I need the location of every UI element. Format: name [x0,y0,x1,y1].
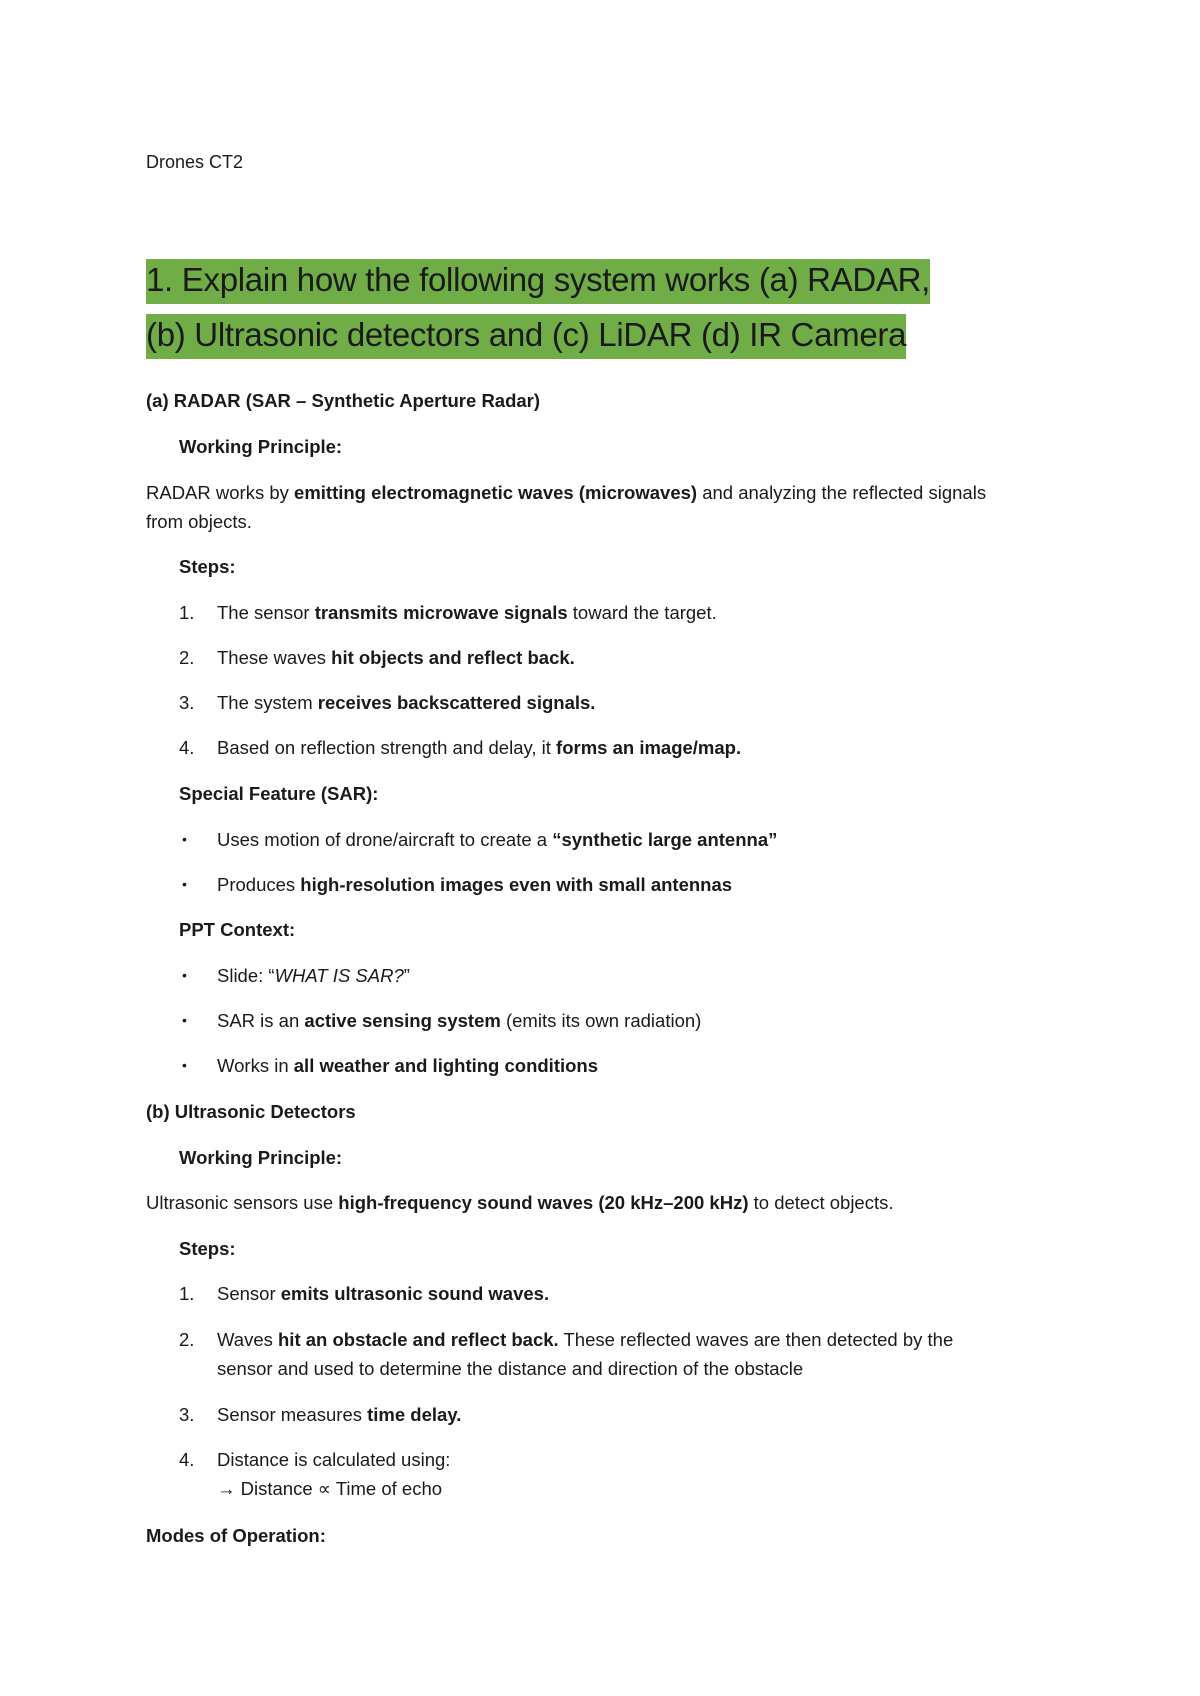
list-number: 1. [179,1283,195,1304]
ultrasonic-principle-label: Working Principle: [179,1147,343,1168]
list-number: 1. [179,602,195,623]
radar-special-label: Special Feature (SAR): [179,783,379,804]
bullet-icon: • [182,1057,187,1073]
ultrasonic-modes-label: Modes of Operation: [146,1525,326,1546]
ultrasonic-principle-text: Ultrasonic sensors use high-frequency sound waves (20 kHz–200 kHz) to detect objects. [146,1192,894,1213]
radar-principle-text-line2: from objects. [146,511,252,532]
list-number: 2. [179,647,195,668]
bullet-icon: • [182,1012,187,1028]
list-number: 4. [179,1449,195,1470]
list-number: 2. [179,1329,195,1350]
ultrasonic-step-4: Distance is calculated using: [217,1449,451,1470]
list-number: 4. [179,737,195,758]
radar-steps-label: Steps: [179,556,236,577]
bullet-icon: • [182,967,187,983]
document-title: Drones CT2 [146,152,244,172]
ultrasonic-step-1: Sensor emits ultrasonic sound waves. [217,1283,550,1304]
radar-special-item-1: Uses motion of drone/aircraft to create a “synthetic large antenna” [217,829,778,850]
radar-step-1: The sensor transmits microwave signals toward the target. [217,602,717,623]
radar-ppt-item-3: Works in all weather and lighting conditions [217,1055,599,1076]
radar-special-item-2: Produces high-resolution images even with small antennas [217,874,733,895]
radar-ppt-label: PPT Context: [179,919,296,940]
ultrasonic-step-4-line2: → Distance ∝ Time of echo [217,1478,443,1499]
bullet-icon: • [182,876,187,892]
list-number: 3. [179,692,195,713]
bullet-icon: • [182,831,187,847]
ultrasonic-step-2-line2: sensor and used to determine the distance and direction of the obstacle [217,1358,804,1379]
radar-step-2: These waves hit objects and reflect back. [217,647,575,668]
question-heading [146,252,1086,362]
document-page [146,0,1086,1696]
radar-principle-label: Working Principle: [179,436,343,457]
radar-step-4: Based on reflection strength and delay, it forms an image/map. [217,737,742,758]
ultrasonic-step-3: Sensor measures time delay. [217,1404,462,1425]
heading-line-2: (b) Ultrasonic detectors and (c) LiDAR (d) IR Camera [146,316,907,353]
list-number: 3. [179,1404,195,1425]
heading-line-1: 1. Explain how the following system works (a) RADAR, [146,261,931,298]
ultrasonic-section-title: (b) Ultrasonic Detectors [146,1101,356,1122]
ultrasonic-step-2: Waves hit an obstacle and reflect back. These reflected waves are then detected by the [217,1329,954,1350]
radar-ppt-item-1: Slide: “WHAT IS SAR?” [217,965,410,986]
ultrasonic-steps-label: Steps: [179,1238,236,1259]
radar-ppt-item-2: SAR is an active sensing system (emits its own radiation) [217,1010,702,1031]
radar-principle-text: RADAR works by emitting electromagnetic waves (microwaves) and analyzing the reflected signals [146,482,987,503]
heading-highlight [146,259,930,359]
radar-step-3: The system receives backscattered signals. [217,692,596,713]
radar-section-title: (a) RADAR (SAR – Synthetic Aperture Radar) [146,390,541,411]
